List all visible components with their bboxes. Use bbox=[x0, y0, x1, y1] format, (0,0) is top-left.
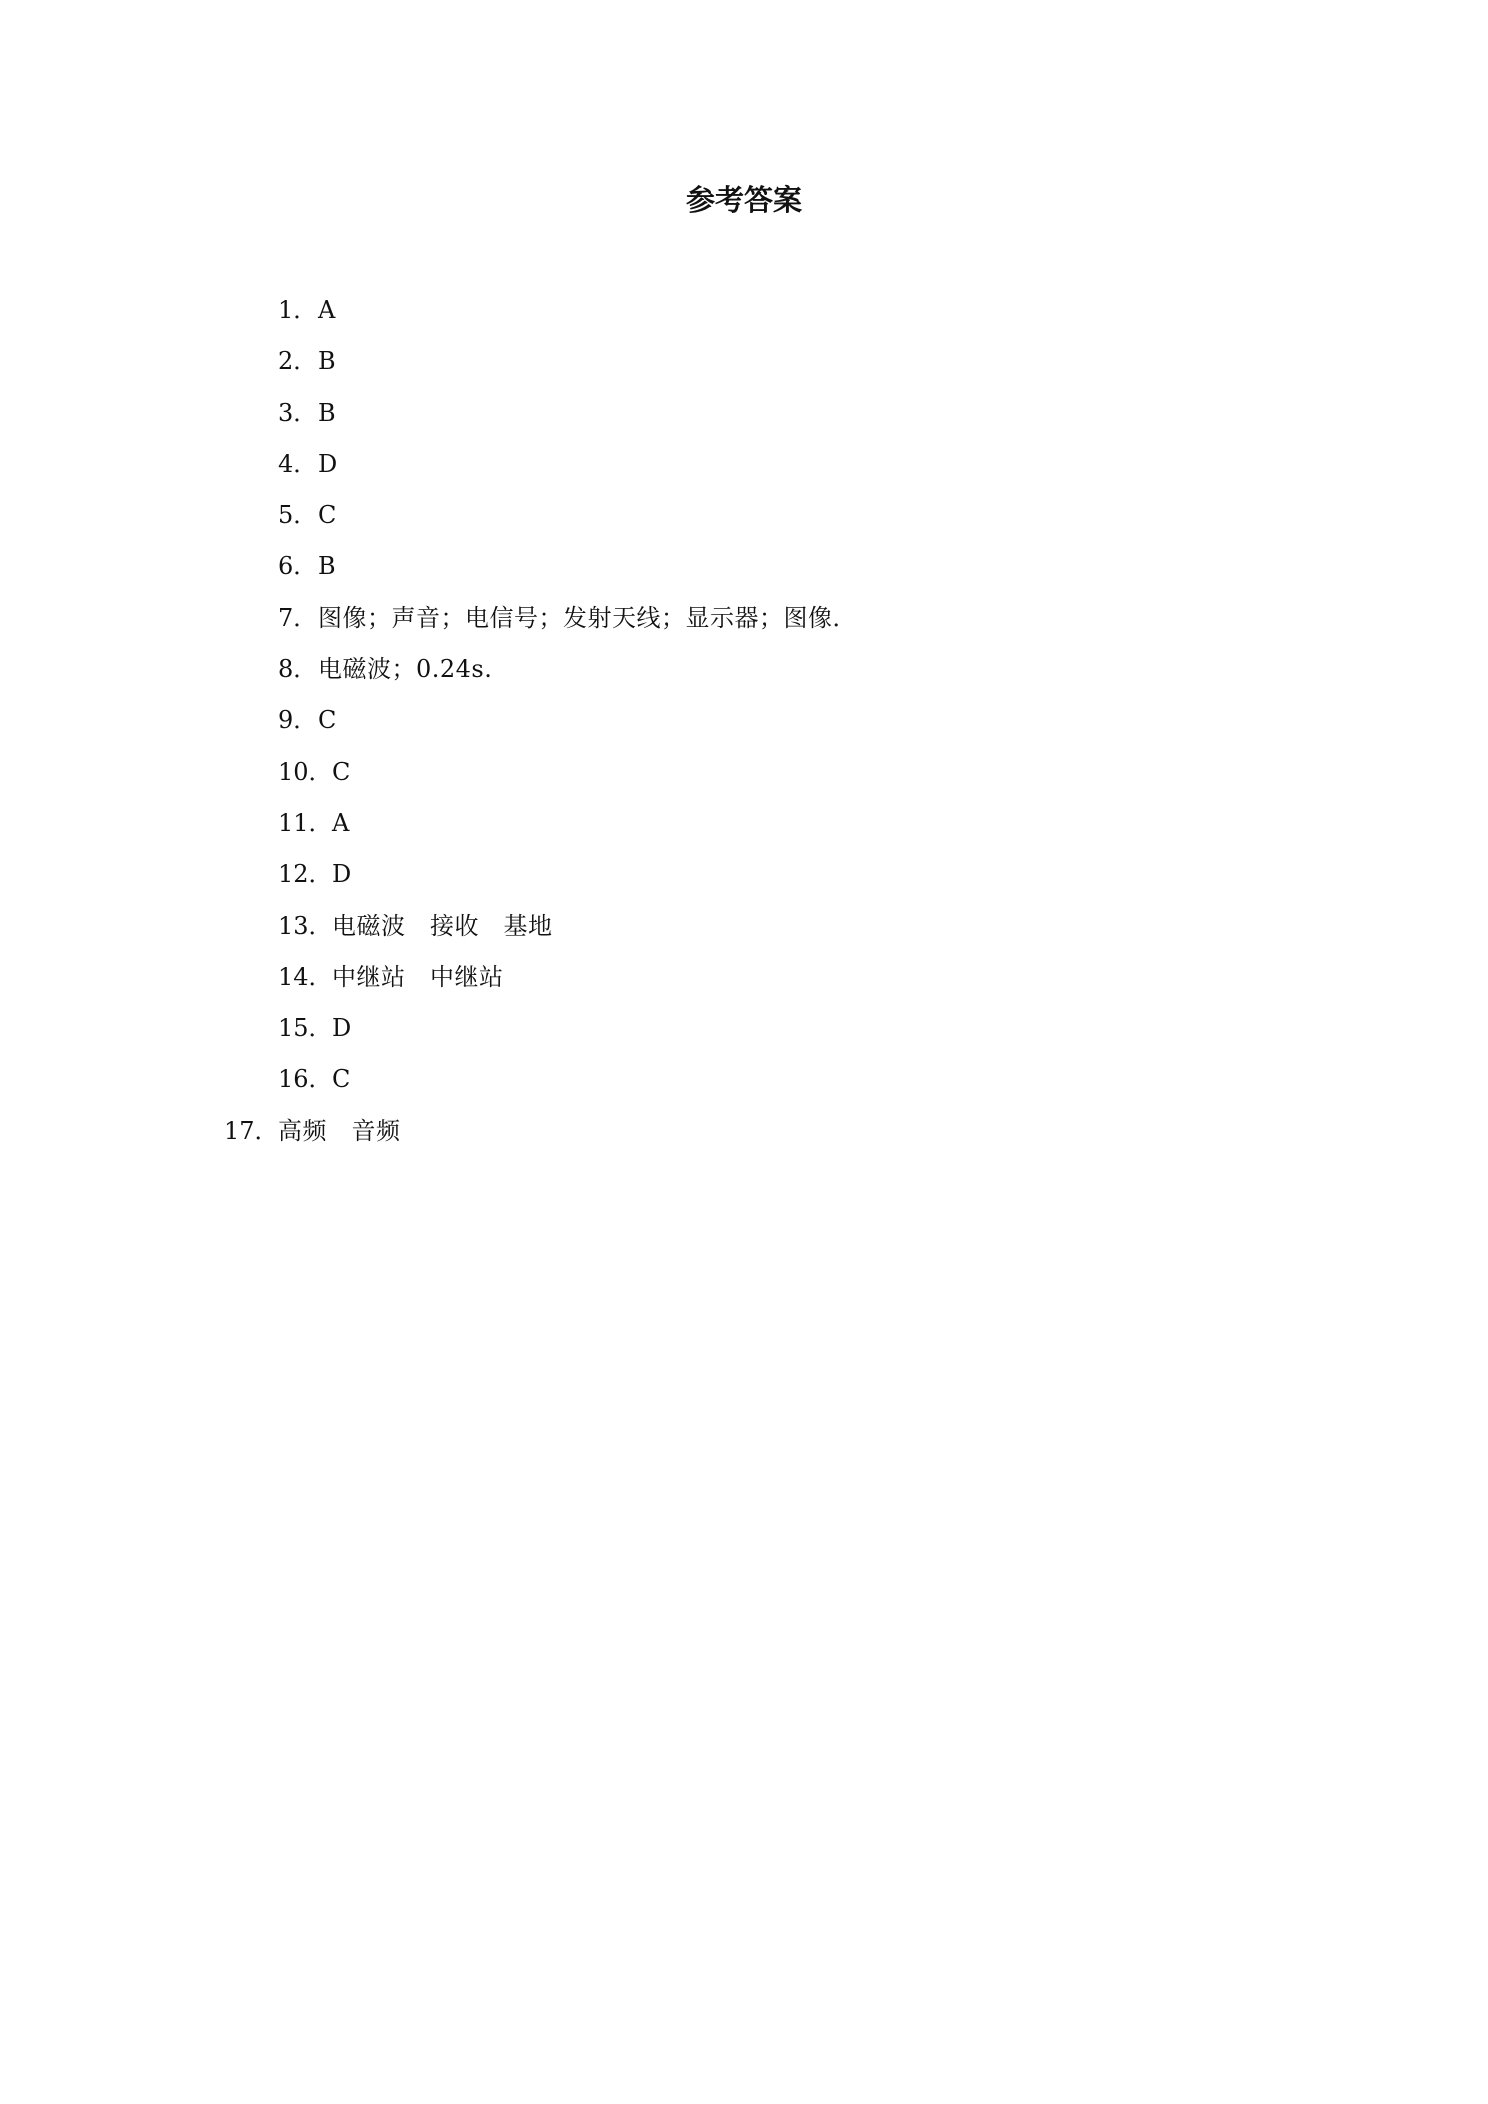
answer-text: C bbox=[318, 501, 337, 530]
answer-item bbox=[0, 393, 1488, 444]
answer-number: 3． bbox=[278, 398, 318, 427]
answer-text: A bbox=[332, 808, 350, 837]
answer-item bbox=[0, 803, 1488, 854]
answer-text: B bbox=[318, 552, 337, 581]
answer-text: C bbox=[332, 1065, 351, 1094]
answer-number: 11． bbox=[278, 808, 333, 837]
answer-text: B bbox=[318, 347, 337, 376]
answer-item bbox=[0, 444, 1488, 495]
answer-text: D bbox=[332, 860, 352, 889]
answer-item bbox=[0, 1111, 1488, 1162]
answer-item bbox=[0, 1059, 1488, 1110]
answer-text: C bbox=[332, 757, 351, 786]
answer-text: C bbox=[318, 706, 337, 735]
answer-item bbox=[0, 290, 1488, 341]
answer-number: 6． bbox=[278, 552, 318, 581]
answer-text: A bbox=[318, 296, 336, 324]
answer-number: 7． bbox=[278, 603, 318, 632]
answer-number: 4． bbox=[278, 449, 318, 478]
answer-number: 10． bbox=[278, 757, 333, 786]
answer-item bbox=[0, 341, 1488, 392]
answer-item bbox=[0, 495, 1488, 546]
answer-text: B bbox=[318, 398, 337, 427]
answer-item bbox=[0, 1008, 1488, 1059]
answer-number: 2． bbox=[278, 347, 318, 376]
answer-number: 17． bbox=[224, 1116, 279, 1145]
answer-item bbox=[0, 546, 1488, 597]
answer-text: 中继站 中继站 bbox=[332, 962, 504, 991]
answer-text: 电磁波；0.24s. bbox=[318, 655, 493, 684]
page-title: 参考答案 bbox=[685, 183, 802, 217]
answer-number: 1． bbox=[278, 296, 318, 324]
answer-number: 8． bbox=[278, 655, 318, 684]
answer-number: 5． bbox=[278, 501, 318, 530]
answer-number: 12． bbox=[278, 860, 333, 889]
answer-text: 电磁波 接收 基地 bbox=[332, 911, 553, 940]
answer-number: 9． bbox=[278, 706, 318, 735]
answer-list bbox=[0, 290, 1488, 1162]
answer-text: D bbox=[318, 449, 338, 478]
answer-number: 15． bbox=[278, 1014, 333, 1043]
answer-item bbox=[0, 649, 1488, 700]
answer-number: 16． bbox=[278, 1065, 333, 1094]
answer-text: 高频 音频 bbox=[278, 1116, 401, 1145]
answer-number: 14． bbox=[278, 962, 333, 991]
answer-text: D bbox=[332, 1014, 352, 1043]
answer-item bbox=[0, 598, 1488, 649]
answer-text: 图像；声音；电信号；发射天线；显示器；图像． bbox=[318, 603, 857, 632]
answer-item bbox=[0, 957, 1488, 1008]
answer-item bbox=[0, 854, 1488, 905]
answer-number: 13． bbox=[278, 911, 333, 940]
answer-item bbox=[0, 700, 1488, 751]
answer-item bbox=[0, 752, 1488, 803]
answer-item bbox=[0, 906, 1488, 957]
